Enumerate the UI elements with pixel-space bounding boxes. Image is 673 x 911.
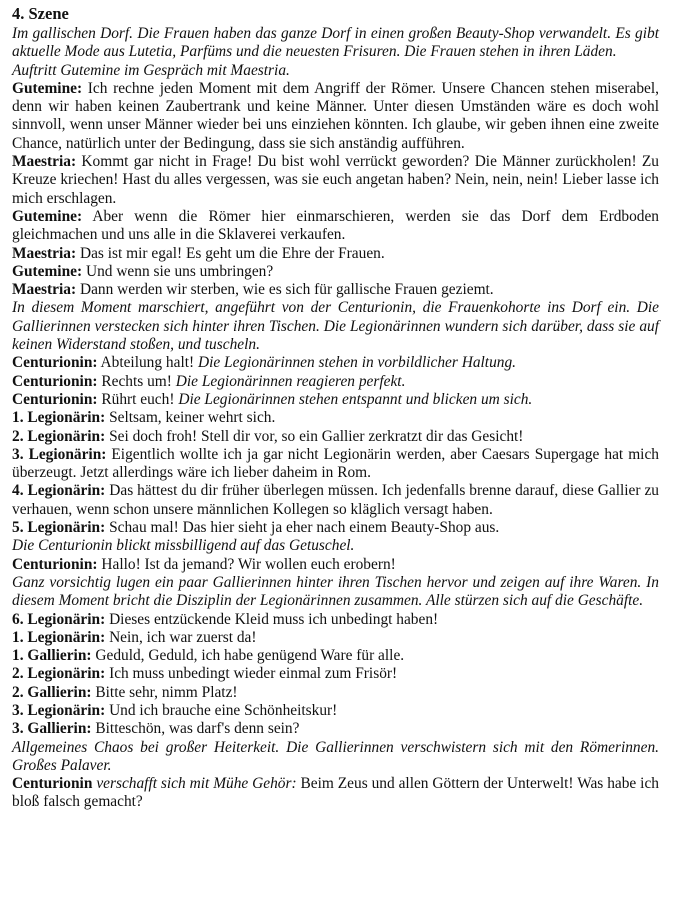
speaker-name: Centurionin: [12, 372, 98, 390]
speaker-name: Gutemine: [12, 207, 83, 225]
dialogue-line [12, 80, 659, 153]
dialogue-text: Ich rechne jeden Moment mit dem Angriff der Römer. Unsere Chancen stehen miserabel, denn wir haben keinen Zaubertrank und keine Männer. Unter diesen Umständen wäre es doch wohl sinnvoll, wenn unser Männer wieder bei uns einziehen könnten. Ich glaube, wir geben ihnen eine zweite Chance, natürlich unter der Bedingung, dass sie sich anständig aufführen. [12, 79, 659, 152]
dialogue-text: Aber wenn die Römer hier einmarschieren, werden sie das Dorf dem Erdboden gleichmachen und uns alle in die Sklaverei verkaufen. [12, 207, 660, 244]
dialogue-line [12, 391, 659, 409]
dialogue-text: Dieses entzückende Kleid muss ich unbedingt haben! [109, 610, 439, 628]
dialogue-text: Bitteschön, was darf's denn sein? [95, 720, 300, 738]
dialogue-line [12, 482, 659, 519]
dialogue-line [12, 684, 659, 702]
speaker-name: 2. Legionärin: [12, 427, 106, 445]
dialogue-text: Seltsam, keiner wehrt sich. [109, 409, 276, 427]
speaker-name: 1. Gallierin: [12, 647, 92, 665]
dialogue-text: Geduld, Geduld, ich habe genügend Ware für alle. [95, 647, 405, 665]
stage-direction: Die Centurionin blickt missbilligend auf das Getuschel. [12, 537, 355, 555]
scene-title: 4. Szene [12, 4, 69, 23]
speaker-name: Maestria: [12, 281, 77, 299]
dialogue-line [12, 263, 659, 281]
speaker-name: 3. Gallierin: [12, 720, 92, 738]
dialogue-line [12, 629, 659, 647]
dialogue-text: Schau mal! Das hier sieht ja eher nach einem Beauty-Shop aus. [109, 519, 500, 537]
dialogue-line [12, 428, 659, 446]
dialogue-text: Dann werden wir sterben, wie es sich für gallische Frauen geziemt. [79, 281, 494, 299]
dialogue-line [12, 208, 659, 245]
speaker-name: 3. Legionärin: [12, 701, 106, 719]
speaker-name: 4. Legionärin: [12, 482, 106, 500]
speaker-name: 1. Legionärin: [12, 628, 106, 646]
dialogue-line [12, 245, 659, 263]
inline-stage-direction: Die Legionärinnen stehen entspannt und blicken um sich. [178, 390, 533, 408]
speaker-name: 2. Gallierin: [12, 683, 92, 701]
dialogue-text: Kommt gar nicht in Frage! Du bist wohl verrückt geworden? Die Männer zurückholen! Zu Kreuze kriechen! Hast du alles vergessen, was sie euch angetan haben? Nein, nein, nein! Lieber lasse ich mich erschlagen. [12, 153, 659, 207]
dialogue-text: Beim Zeus und allen Göttern der Unterwelt! Was habe ich bloß falsch gemacht? [12, 775, 659, 811]
dialogue-line [12, 775, 659, 812]
speaker-name: 6. Legionärin: [12, 610, 106, 628]
dialogue-line [12, 281, 659, 299]
stage-direction: Ganz vorsichtig lugen ein paar Gallierinnen hinter ihren Tischen hervor und zeigen auf ihre Waren. In diesem Moment bricht die Disziplin der Legionärinnen zusammen. Alle stürzen sich auf die Geschäfte. [12, 573, 659, 610]
dialogue-line [12, 409, 659, 427]
speaker-name: Centurionin [12, 775, 93, 793]
dialogue-text: Eigentlich wollte ich ja gar nicht Legionärin werden, aber Caesars Supergage hat mich überzeugt. Jetzt allerdings wäre ich lieber daheim in Rom. [12, 445, 659, 482]
speaker-name: Gutemine: [12, 262, 83, 280]
dialogue-text: Sei doch froh! Stell dir vor, so ein Gallier zerkratzt dir das Gesicht! [109, 427, 524, 445]
speaker-name: Centurionin: [12, 555, 98, 573]
dialogue-line [12, 556, 659, 574]
inline-stage-direction: Die Legionärinnen reagieren perfekt. [175, 372, 406, 390]
dialogue-text: Ich muss unbedingt wieder einmal zum Frisör! [109, 665, 398, 683]
inline-stage-direction: Die Legionärinnen stehen in vorbildlicher Haltung. [197, 354, 517, 372]
dialogue-line [12, 720, 659, 738]
dialogue-text: Bitte sehr, nimm Platz! [95, 683, 238, 701]
dialogue-line [12, 153, 659, 208]
dialogue-text: Rechts um! [101, 372, 172, 390]
speaker-name: 2. Legionärin: [12, 665, 106, 683]
dialogue-line [12, 647, 659, 665]
dialogue-text: Das hättest du dir früher überlegen müssen. Ich jedenfalls brenne darauf, diese Gallier zu verhauen, wenn schon unsere männlichen Kollegen so kläglich versagt haben. [12, 482, 659, 518]
dialogue-text: Nein, ich war zuerst da! [109, 628, 257, 646]
speaker-name: Gutemine: [12, 79, 83, 97]
dialogue-line [12, 702, 659, 720]
dialogue-line [12, 373, 659, 391]
dialogue-text: Abteilung halt! [100, 354, 195, 372]
speaker-name: Maestria: [12, 153, 77, 171]
stage-direction: Auftritt Gutemine im Gespräch mit Maestria. [12, 61, 290, 79]
speaker-name: 5. Legionärin: [12, 519, 106, 537]
stage-direction: Allgemeines Chaos bei großer Heiterkeit. Die Gallierinnen verschwistern sich mit den Römerinnen. Großes Palaver. [12, 738, 659, 774]
speaker-name: 3. Legionärin: [12, 445, 107, 463]
dialogue-line [12, 446, 659, 483]
dialogue-line [12, 665, 659, 683]
dialogue-text: Rührt euch! [101, 390, 175, 408]
speaker-name: Centurionin: [12, 354, 98, 372]
stage-direction: Im gallischen Dorf. Die Frauen haben das ganze Dorf in einen großen Beauty-Shop verwandelt. Es gibt aktuelle Mode aus Lutetia, Parfüms und die neuesten Frisuren. Die Frauen stehen in ihren Läden. [12, 25, 659, 61]
dialogue-line [12, 611, 659, 629]
stage-direction: In diesem Moment marschiert, angeführt von der Centurionin, die Frauenkohorte ins Dorf ein. Die Gallierinnen verstecken sich hinter ihren Tischen. Die Legionärinnen wundern sich darüber, dass sie auf keinen Widerstand stoßen, und tuscheln. [12, 299, 659, 354]
dialogue-text: Hallo! Ist da jemand? Wir wollen euch erobern! [101, 555, 396, 573]
dialogue-text: Und ich brauche eine Schönheitskur! [109, 701, 338, 719]
speaker-name: Maestria: [12, 244, 77, 262]
dialogue-line [12, 519, 659, 537]
dialogue-text: Das ist mir egal! Es geht um die Ehre der Frauen. [79, 244, 385, 262]
speaker-name: 1. Legionärin: [12, 409, 106, 427]
scene-body [12, 25, 659, 812]
speaker-name: Centurionin: [12, 390, 98, 408]
dialogue-line [12, 354, 659, 372]
speaker-direction: verschafft sich mit Mühe Gehör: [96, 775, 297, 793]
dialogue-text: Und wenn sie uns umbringen? [85, 262, 274, 280]
